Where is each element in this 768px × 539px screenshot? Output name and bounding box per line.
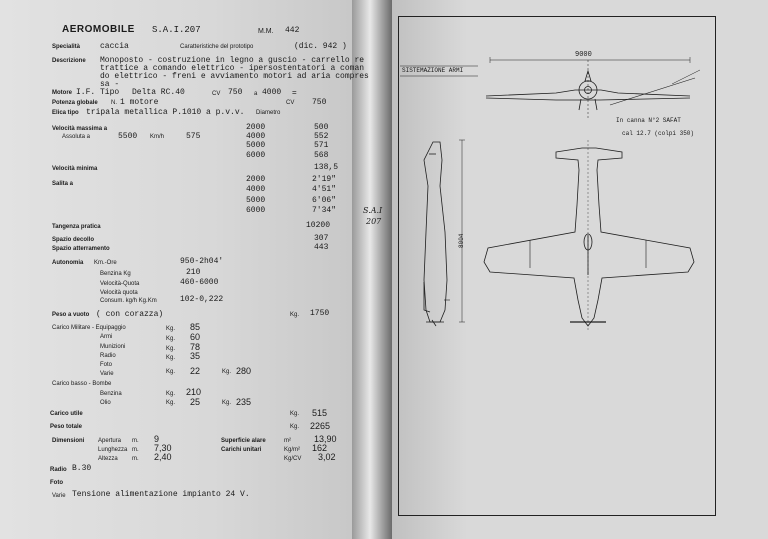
- carico-total-unit: Kg.: [222, 369, 232, 375]
- peso-totale-unit: Kg.: [290, 424, 300, 430]
- carichi-cv-unit: Kg/CV: [284, 456, 302, 462]
- vmax-quota: 6000: [246, 151, 266, 160]
- autonomia-row-label: Consum. kg/h Kg.Km: [100, 298, 157, 304]
- velocita-ass-unit: Km/h: [150, 134, 165, 140]
- autonomia-row-value: 102-0,222: [180, 295, 224, 304]
- salita-time: 4'51": [312, 185, 337, 194]
- motore-rpm-label: a: [254, 91, 258, 97]
- side-view: [424, 140, 465, 326]
- elica-label: Elica tipo: [52, 110, 79, 116]
- motore-type: Delta RC.40: [132, 88, 185, 97]
- vmax-quota: 4000: [246, 132, 266, 141]
- carico-utile-label: Carico utile: [50, 411, 83, 417]
- dim-row-value: 7,30: [154, 443, 172, 453]
- carico-unit: Kg.: [166, 346, 176, 352]
- dim-row-value: 9: [154, 434, 160, 444]
- peso-vuoto-suffix: ( con corazza): [96, 310, 164, 319]
- superficie-value: 13,90: [314, 434, 337, 444]
- front-view: [486, 57, 700, 120]
- decollo-value: 307: [314, 234, 329, 243]
- motore-cv: 750: [228, 88, 243, 97]
- aircraft-model: S.A.I.207: [152, 25, 201, 35]
- carico-basso-unit: Kg.: [166, 391, 176, 397]
- dim-row-label: Lunghezza: [98, 447, 128, 453]
- carico-unit: Kg.: [166, 369, 176, 375]
- autonomia-row-value: 210: [186, 268, 201, 277]
- length-dimension-label: 8004: [458, 233, 465, 248]
- salita-quota: 5000: [246, 196, 266, 205]
- carico-basso-unit: Kg.: [166, 400, 176, 406]
- carico-item-label: Foto: [100, 362, 113, 368]
- dim-row-unit: m.: [132, 447, 139, 453]
- autonomia-row-label: Velocità-Quota: [100, 281, 140, 287]
- velocita-min-label: Velocità minima: [52, 166, 98, 172]
- carico-item-label: Munizioni: [100, 344, 126, 350]
- carico-item-label: Varie: [100, 371, 114, 377]
- salita-time: 7'34": [312, 206, 337, 215]
- dim-row-label: Altezza: [98, 456, 118, 462]
- specialita-label: Specialità: [52, 44, 81, 50]
- motore-rpm: 4000: [262, 88, 282, 97]
- top-view: [484, 140, 694, 330]
- carico-item-label: Armi: [100, 334, 113, 340]
- superficie-unit: m²: [284, 438, 291, 444]
- atterramento-label: Spazio atterramento: [52, 246, 110, 252]
- carico-basso-item-label: Olio: [100, 400, 111, 406]
- canna-label-2: cal 12.7 (colpi 350): [622, 130, 695, 137]
- carichi-unit: Kg/m²: [284, 447, 301, 453]
- carico-item-value: 60: [190, 332, 201, 342]
- salita-quota: 6000: [246, 206, 266, 215]
- span-dimension-label: 9000: [575, 51, 592, 59]
- salita-quota: 2000: [246, 175, 266, 184]
- radio-label: Radio: [50, 467, 67, 473]
- potenza-value: 1 motore: [120, 98, 159, 107]
- salita-time: 2'19": [312, 175, 337, 184]
- carichi-label: Carichi unitari: [221, 447, 262, 453]
- carico-basso-value: 210: [186, 387, 202, 397]
- vmax-speed: 571: [314, 141, 329, 150]
- canna-label-1: In canna N°2 SAFAT: [616, 117, 681, 124]
- velocita-max-label: Velocità massima a: [52, 126, 108, 132]
- velocita-ass-alt: 5500: [118, 132, 138, 141]
- descrizione-line: sa -: [100, 80, 120, 89]
- potenza-label: Potenza globale: [52, 100, 98, 106]
- carico-unit: Kg.: [166, 336, 176, 342]
- atterramento-value: 443: [314, 243, 329, 252]
- peso-vuoto-label: Peso a vuoto: [52, 312, 90, 318]
- carichi-value: 162: [312, 443, 328, 453]
- carico-item-value: 85: [190, 322, 201, 332]
- velocita-min-value: 138,5: [314, 163, 339, 172]
- carico-total: 280: [236, 366, 252, 376]
- carico-item-value: 22: [190, 366, 201, 376]
- peso-vuoto-unit: Kg.: [290, 312, 300, 318]
- foto-label: Foto: [50, 480, 63, 486]
- dim-row-unit: m.: [132, 438, 139, 444]
- tangenza-value: 10200: [306, 221, 331, 230]
- dim-row-unit: m.: [132, 456, 139, 462]
- mm-label: M.M.: [258, 28, 274, 35]
- carichi-cv-value: 3,02: [318, 452, 336, 462]
- carico-basso-total: 235: [236, 397, 252, 407]
- autonomia-row-label: Velocità quota: [100, 290, 138, 296]
- descrizione-label: Descrizione: [52, 58, 86, 64]
- margin-note-line2: 207: [366, 217, 382, 226]
- varie-value: Tensione alimentazione impianto 24 V.: [72, 490, 250, 499]
- caratteristiche-label: Caratteristiche del prototipo: [180, 44, 254, 50]
- dimensioni-label: Dimensioni: [52, 438, 85, 444]
- potenza-cv-label: CV: [286, 100, 295, 106]
- caratteristiche-value: (dic. 942 ): [294, 42, 347, 51]
- potenza-n-label: N.: [111, 100, 117, 106]
- velocita-ass-speed: 575: [186, 132, 201, 141]
- vmax-speed: 552: [314, 132, 329, 141]
- carico-item-value: 78: [190, 342, 201, 352]
- specialita-value: caccia: [100, 42, 129, 51]
- carico-utile-value: 515: [312, 408, 328, 418]
- carico-basso-total-unit: Kg.: [222, 400, 232, 406]
- vmax-speed: 500: [314, 123, 329, 132]
- descrizione-line: Monoposto - costruzione in legno a guscio - carrello re: [100, 56, 365, 65]
- carico-unit: Kg.: [166, 326, 176, 332]
- motore-cv-label: CV: [212, 91, 221, 97]
- elica-value: tripala metallica P.1010 a p.v.v.: [86, 108, 245, 117]
- vmax-quota: 5000: [246, 141, 266, 150]
- carico-item-label: Radio: [100, 353, 116, 359]
- autonomia-label: Autonomia: [52, 260, 84, 266]
- radio-value: B.30: [72, 464, 92, 473]
- varie-label: Varie: [52, 493, 66, 499]
- motore-label: Motore: [52, 90, 72, 96]
- sistemazione-label: SISTEMAZIONE ARMI: [402, 67, 464, 74]
- elica-diam-label: Diametro: [256, 110, 281, 116]
- carico-unit: Kg.: [166, 355, 176, 361]
- peso-vuoto-value: 1750: [310, 309, 330, 318]
- tangenza-label: Tangenza pratica: [52, 224, 101, 230]
- dim-row-label: Apertura: [98, 438, 122, 444]
- autonomia-row-value: 460-6000: [180, 278, 219, 287]
- carico-basso-item-label: Benzina: [100, 391, 122, 397]
- motore-prefix: I.F. Tipo: [76, 88, 120, 97]
- peso-totale-value: 2265: [310, 421, 331, 431]
- autonomia-row-label: Km.-Ore: [94, 260, 117, 266]
- superficie-label: Superficie alare: [221, 438, 266, 444]
- motore-suffix: =: [292, 88, 297, 97]
- mm-value: 442: [285, 26, 300, 35]
- margin-note-line1: S.A.I: [363, 206, 383, 215]
- velocita-ass-label: Assoluta a: [62, 134, 91, 140]
- aircraft-title: AEROMOBILE: [62, 24, 135, 35]
- autonomia-row-label: Benzina Kg: [100, 271, 131, 277]
- peso-totale-label: Peso totale: [50, 424, 83, 430]
- descrizione-line: do elettrico - freni e avviamento motori ad aria compres: [100, 72, 369, 81]
- vmax-quota: 2000: [246, 123, 266, 132]
- salita-time: 6'06": [312, 196, 337, 205]
- carico-basso-label: Carico basso - Bombe: [52, 381, 112, 387]
- carico-basso-value: 25: [190, 397, 201, 407]
- salita-label: Salita a: [52, 181, 74, 187]
- vmax-speed: 568: [314, 151, 329, 160]
- descrizione-line: trattice a comando elettrico - ipersostentatori a coman: [100, 64, 365, 73]
- decollo-label: Spazio decollo: [52, 237, 95, 243]
- autonomia-row-value: 950-2h04': [180, 257, 224, 266]
- carico-utile-unit: Kg.: [290, 411, 300, 417]
- dim-row-value: 2,40: [154, 452, 172, 462]
- potenza-cv: 750: [312, 98, 327, 107]
- carico-item-value: 35: [190, 351, 201, 361]
- carico-militare-label: Carico Militare - Equipaggio: [52, 325, 126, 331]
- salita-quota: 4000: [246, 185, 266, 194]
